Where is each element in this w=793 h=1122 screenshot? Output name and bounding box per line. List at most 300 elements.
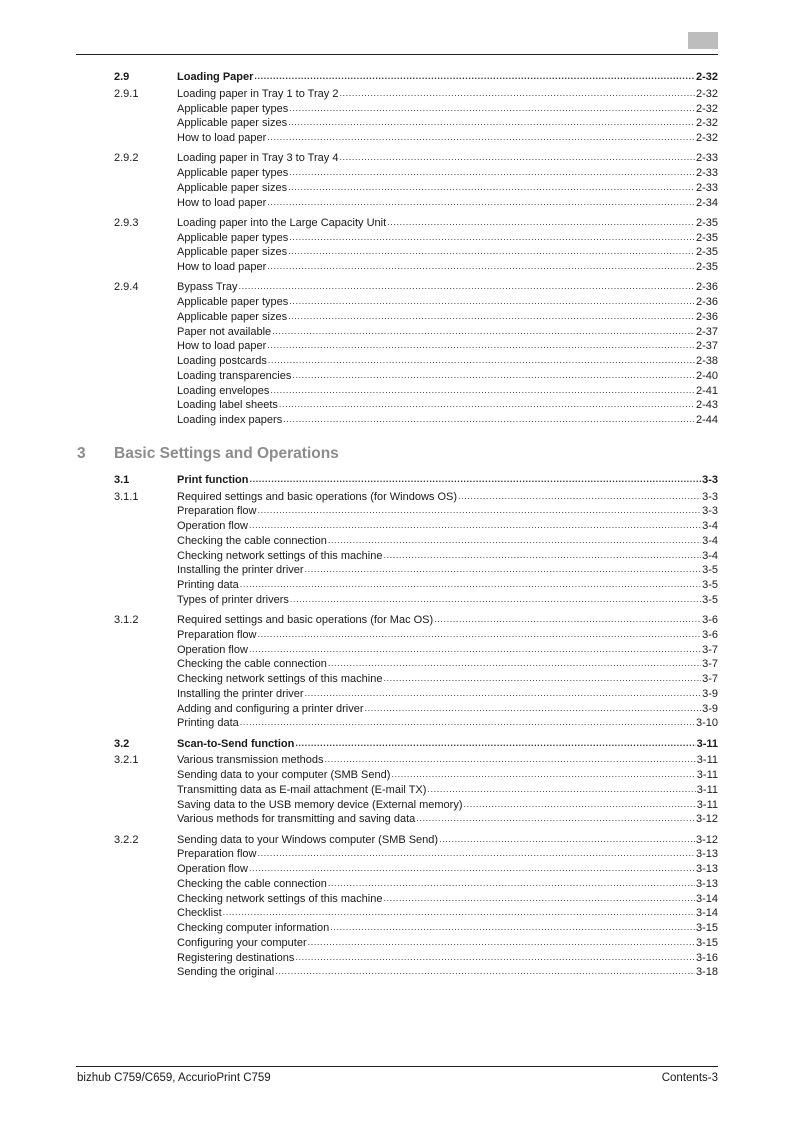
toc-section-row[interactable] [0,473,793,488]
toc-entry[interactable] [177,657,718,672]
dot-leader [266,131,695,146]
toc-entry[interactable] [177,833,718,848]
dot-leader [382,672,701,687]
dot-leader [248,643,701,658]
dot-leader [289,593,701,608]
toc-entry-title: Loading envelopes [177,384,270,397]
toc-entry-page: 3-9 [702,687,718,700]
dot-leader [287,310,695,325]
toc-entry-row[interactable] [0,260,793,275]
toc-entry-title: Scan-to-Send function [177,737,295,750]
dot-leader [329,921,695,936]
toc-entry[interactable] [177,965,718,980]
toc-entry-row[interactable] [0,369,793,384]
toc-entry[interactable] [177,549,718,564]
toc-entry-title: Loading paper into the Large Capacity Unit [177,216,387,229]
toc-entry-title: Printing data [177,717,239,730]
toc-entry-title: Checking the cable connection [177,534,327,547]
toc-entry-title: Loading paper in Tray 3 to Tray 4 [177,152,339,165]
dot-leader [382,549,701,564]
chapter-number: 3 [77,444,86,462]
toc-entry[interactable] [177,892,718,907]
toc-entry-row[interactable] [0,151,793,166]
toc-entry-row[interactable] [0,131,793,146]
dot-leader [327,877,695,892]
toc-entry-row[interactable] [0,504,793,519]
toc-entry-title: Applicable paper sizes [177,181,288,194]
toc-entry-row[interactable] [0,716,793,731]
dot-leader [294,737,695,752]
toc-entry-page: 2-33 [695,152,718,165]
toc-entry-title: Transmitting data as E-mail attachment (E-mail TX) [177,783,427,796]
toc-entry-page: 2-37 [695,325,718,338]
toc-entry[interactable] [177,716,718,731]
toc-subsection [0,216,793,275]
toc-section-row[interactable] [0,70,793,85]
dot-leader [463,798,696,813]
dot-leader [327,657,701,672]
dot-leader [248,862,695,877]
toc-entry-row[interactable] [0,753,793,768]
toc-entry[interactable] [177,231,718,246]
toc-entry-page: 2-33 [695,167,718,179]
dot-leader [438,833,695,848]
toc-entry-row[interactable] [0,892,793,907]
toc-entry-number: 2.9.2 [114,152,139,165]
toc-entry[interactable] [177,280,718,295]
toc-entry-row[interactable] [0,783,793,798]
toc-entry-row[interactable] [0,921,793,936]
toc-entry-title: Printing data [177,579,239,591]
dot-leader [266,260,695,275]
toc-entry-number: 3.1.2 [114,614,139,626]
toc-entry-row[interactable] [0,687,793,702]
toc-entry-page: 3-5 [702,593,718,606]
toc-entry-title: Loading index papers [177,414,283,426]
toc-entry-title: Installing the printer driver [177,564,304,577]
toc-section [0,473,793,488]
toc-entry[interactable] [177,413,718,428]
toc-entry-page: 3-4 [702,520,718,532]
dot-leader [239,716,695,731]
dot-leader [238,280,695,295]
toc-entry[interactable] [177,534,718,549]
dot-leader [278,398,695,413]
toc-entry[interactable] [177,339,718,354]
toc-entry-title: Loading paper in Tray 1 to Tray 2 [177,87,339,100]
toc-subsection [0,280,793,428]
toc-entry-title: Applicable paper types [177,231,289,244]
toc-entry-title: Sending data to your computer (SMB Send) [177,769,391,781]
toc-entry-page: 2-35 [695,231,718,244]
dot-leader [239,578,701,593]
table-of-contents [0,70,793,986]
toc-entry-page: 3-14 [695,907,718,920]
dot-leader [266,339,695,354]
toc-entry-page: 3-4 [702,534,718,547]
toc-entry-page: 3-15 [695,936,718,949]
toc-entry-row[interactable] [0,490,793,505]
toc-entry-page: 3-9 [702,702,718,715]
toc-entry-page: 3-12 [695,813,718,826]
toc-entry-row[interactable] [0,534,793,549]
toc-subsection [0,151,793,210]
toc-subsection [0,613,793,731]
toc-entry-row[interactable] [0,280,793,295]
toc-entry-title: Required settings and basic operations (for Mac OS) [177,614,434,626]
dot-leader [287,116,695,131]
toc-entry[interactable] [177,672,718,687]
toc-entry[interactable] [177,369,718,384]
toc-entry-title: Registering destinations [177,951,295,964]
toc-entry-page: 3-7 [702,673,718,685]
toc-entry-title: How to load paper [177,196,267,209]
toc-entry-page: 3-6 [702,628,718,641]
toc-entry[interactable] [177,325,718,340]
toc-entry-title: Operation flow [177,643,248,656]
toc-entry-row[interactable] [0,936,793,951]
dot-leader [324,753,696,768]
toc-entry-row[interactable] [0,245,793,260]
toc-entry[interactable] [177,70,718,85]
toc-subsection [0,833,793,981]
toc-entry-row[interactable] [0,877,793,892]
toc-entry-title: How to load paper [177,132,267,144]
toc-entry[interactable] [177,196,718,211]
toc-entry-number: 2.9.1 [114,87,139,100]
toc-entry-row[interactable] [0,643,793,658]
dot-leader [386,216,695,231]
dot-leader [457,490,701,505]
toc-entry[interactable] [177,490,718,505]
dot-leader [266,196,695,211]
toc-subsection [0,490,793,608]
dot-leader [222,906,695,921]
toc-entry-title: Preparation flow [177,628,257,641]
toc-entry[interactable] [177,181,718,196]
toc-entry-title: Checking the cable connection [177,877,327,890]
toc-entry-row[interactable] [0,339,793,354]
dot-leader [257,628,702,643]
toc-entry-row[interactable] [0,628,793,643]
toc-entry[interactable] [177,166,718,181]
dot-leader [257,847,695,862]
toc-entry-number: 3.1 [114,473,130,486]
toc-entry-row[interactable] [0,593,793,608]
toc-entry-page: 2-32 [695,102,718,115]
dot-leader [288,166,695,181]
dot-leader [307,936,695,951]
toc-entry[interactable] [177,783,718,798]
toc-entry-page: 3-11 [696,783,718,796]
toc-entry-title: Adding and configuring a printer driver [177,702,364,715]
dot-leader [282,413,695,428]
toc-entry[interactable] [177,116,718,131]
toc-subsection [0,753,793,827]
toc-entry-page: 2-37 [695,340,718,353]
toc-entry-page: 3-13 [695,863,718,875]
toc-entry-page: 2-32 [695,117,718,130]
toc-entry-row[interactable] [0,102,793,117]
toc-entry-page: 3-3 [702,473,718,486]
toc-entry-row[interactable] [0,166,793,181]
toc-entry[interactable] [177,906,718,921]
toc-entry[interactable] [177,593,718,608]
toc-entry-row[interactable] [0,413,793,428]
toc-entry-row[interactable] [0,578,793,593]
toc-entry-title: Applicable paper types [177,167,289,179]
toc-entry-row[interactable] [0,87,793,102]
toc-entry-title: Applicable paper types [177,296,289,308]
toc-entry-page: 3-14 [695,892,718,905]
toc-entry[interactable] [177,702,718,717]
toc-section [0,737,793,752]
toc-entry-title: Checking the cable connection [177,658,327,671]
toc-entry-page: 3-10 [695,717,718,730]
toc-entry-page: 3-12 [695,833,718,846]
toc-entry-row[interactable] [0,563,793,578]
dot-leader [253,70,695,85]
toc-entry-page: 2-36 [695,310,718,323]
toc-entry-page: 2-35 [695,246,718,259]
toc-entry[interactable] [177,936,718,951]
toc-subsection [0,87,793,146]
toc-entry-page: 3-7 [702,643,718,656]
toc-entry-page: 2-33 [695,181,718,194]
toc-entry-title: Applicable paper types [177,102,289,115]
dot-leader [415,812,695,827]
toc-entry-page: 3-16 [695,951,718,964]
toc-entry-row[interactable] [0,965,793,980]
toc-entry-page: 2-32 [695,132,718,144]
toc-entry-row[interactable] [0,847,793,862]
dot-leader [327,534,701,549]
toc-entry-row[interactable] [0,116,793,131]
toc-entry-row[interactable] [0,181,793,196]
toc-entry-number: 3.1.1 [114,490,139,503]
toc-entry[interactable] [177,310,718,325]
toc-entry-title: Preparation flow [177,848,257,861]
toc-entry[interactable] [177,216,718,231]
toc-entry-page: 3-15 [695,922,718,934]
toc-entry-title: Checking computer information [177,922,330,934]
dot-leader [304,687,702,702]
toc-entry-title: How to load paper [177,340,267,353]
toc-entry-page: 3-11 [696,754,718,767]
dot-leader [267,354,695,369]
toc-entry-title: Checking network settings of this machine [177,673,383,685]
dot-leader [382,892,695,907]
toc-entry[interactable] [177,102,718,117]
dot-leader [390,768,695,783]
toc-entry-row[interactable] [0,951,793,966]
toc-entry-title: Paper not available [177,325,272,338]
toc-entry[interactable] [177,862,718,877]
toc-entry-number: 3.2 [114,737,130,750]
toc-entry-row[interactable] [0,768,793,783]
toc-entry-title: Sending the original [177,966,275,979]
toc-entry[interactable] [177,131,718,146]
toc-entry[interactable] [177,628,718,643]
toc-entry-row[interactable] [0,798,793,813]
toc-entry-page: 2-34 [695,196,718,209]
toc-entry-row[interactable] [0,231,793,246]
toc-entry-title: Various transmission methods [177,754,324,767]
toc-section-row[interactable] [0,737,793,752]
footer-product: bizhub C759/C659, AccurioPrint C759 [77,1072,271,1084]
toc-entry-page: 2-36 [695,296,718,308]
chapter-title[interactable]: Basic Settings and Operations [114,444,339,462]
toc-entry[interactable] [177,504,718,519]
toc-entry-title: Bypass Tray [177,281,238,294]
toc-entry-row[interactable] [0,906,793,921]
toc-entry-row[interactable] [0,613,793,628]
toc-entry-row[interactable] [0,862,793,877]
toc-entry[interactable] [177,737,718,752]
toc-entry-title: Operation flow [177,863,248,875]
toc-entry[interactable] [177,519,718,534]
toc-entry-page: 2-44 [695,414,718,426]
toc-entry-title: Saving data to the USB memory device (External memory) [177,798,463,811]
toc-entry-title: Applicable paper sizes [177,246,288,259]
toc-entry-row[interactable] [0,398,793,413]
toc-entry-title: How to load paper [177,261,267,273]
toc-entry-page: 3-13 [695,877,718,890]
toc-entry-page: 3-3 [702,505,718,518]
toc-entry-row[interactable] [0,702,793,717]
dot-leader [426,783,695,798]
toc-entry[interactable] [177,245,718,260]
toc-entry-page: 2-41 [695,384,718,397]
toc-entry-row[interactable] [0,354,793,369]
toc-entry-row[interactable] [0,216,793,231]
toc-entry-row[interactable] [0,657,793,672]
toc-entry-page: 3-5 [702,564,718,577]
toc-entry-title: Preparation flow [177,505,257,518]
toc-entry[interactable] [177,260,718,275]
dot-leader [288,231,695,246]
toc-entry[interactable] [177,578,718,593]
toc-entry-row[interactable] [0,549,793,564]
toc-section [0,70,793,85]
toc-entry-title: Print function [177,473,249,486]
toc-entry-title: Applicable paper sizes [177,310,288,323]
toc-entry-page: 3-7 [702,658,718,671]
toc-entry-page: 3-3 [702,490,718,503]
toc-entry-number: 2.9.4 [114,281,139,294]
toc-entry[interactable] [177,687,718,702]
toc-entry[interactable] [177,768,718,783]
toc-entry-page: 3-11 [696,737,718,750]
toc-entry[interactable] [177,951,718,966]
header-rule [76,54,718,55]
toc-entry-title: Required settings and basic operations (for Windows OS) [177,490,458,503]
dot-leader [338,87,695,102]
toc-entry-row[interactable] [0,519,793,534]
dot-leader [249,473,702,488]
toc-entry[interactable] [177,87,718,102]
toc-entry-title: Applicable paper sizes [177,117,288,130]
dot-leader [287,245,695,260]
toc-entry-number: 3.2.1 [114,754,139,767]
toc-entry-title: Installing the printer driver [177,687,304,700]
page-corner-tab [688,32,718,49]
toc-entry[interactable] [177,921,718,936]
footer-rule [76,1066,718,1067]
toc-entry-row[interactable] [0,310,793,325]
toc-entry-row[interactable] [0,325,793,340]
toc-entry-title: Loading transparencies [177,369,292,382]
dot-leader [338,151,695,166]
toc-entry-title: Loading postcards [177,355,267,367]
dot-leader [288,102,695,117]
dot-leader [433,613,701,628]
toc-entry-title: Operation flow [177,520,248,532]
toc-entry[interactable] [177,812,718,827]
toc-entry-row[interactable] [0,295,793,310]
toc-entry-title: Loading Paper [177,71,254,83]
dot-leader [294,951,695,966]
toc-entry-title: Loading label sheets [177,399,278,412]
toc-entry-page: 2-36 [695,281,718,294]
dot-leader [271,325,695,340]
toc-entry-row[interactable] [0,196,793,211]
toc-entry-page: 2-32 [695,87,718,100]
toc-entry-page: 3-5 [702,579,718,591]
toc-entry-page: 2-43 [695,399,718,412]
toc-entry[interactable] [177,398,718,413]
toc-entry[interactable] [177,613,718,628]
toc-entry[interactable] [177,473,718,488]
toc-entry-page: 2-32 [695,71,718,83]
toc-entry-page: 3-11 [696,769,718,781]
toc-entry[interactable] [177,877,718,892]
dot-leader [288,295,695,310]
dot-leader [248,519,701,534]
toc-entry[interactable] [177,295,718,310]
toc-entry-row[interactable] [0,833,793,848]
dot-leader [304,563,702,578]
toc-entry-number: 2.9 [114,71,130,83]
toc-entry-number: 2.9.3 [114,216,139,229]
toc-entry[interactable] [177,847,718,862]
toc-entry-title: Various methods for transmitting and saving data [177,813,416,826]
toc-entry-page: 3-6 [702,614,718,626]
toc-entry[interactable] [177,354,718,369]
chapter-heading [0,441,793,467]
toc-entry-page: 2-35 [695,216,718,229]
toc-entry[interactable] [177,798,718,813]
toc-entry-title: Sending data to your Windows computer (SMB Send) [177,833,439,846]
dot-leader [274,965,695,980]
toc-entry-page: 3-4 [702,549,718,562]
toc-entry[interactable] [177,643,718,658]
toc-entry-row[interactable] [0,812,793,827]
toc-entry-row[interactable] [0,384,793,399]
toc-entry[interactable] [177,384,718,399]
toc-entry-page: 3-18 [695,966,718,979]
toc-entry-page: 3-11 [696,798,718,811]
toc-entry-title: Types of printer drivers [177,593,289,606]
toc-entry[interactable] [177,753,718,768]
toc-entry[interactable] [177,563,718,578]
toc-entry[interactable] [177,151,718,166]
dot-leader [257,504,702,519]
footer-page-label: Contents-3 [661,1072,718,1084]
dot-leader [291,369,695,384]
toc-entry-row[interactable] [0,672,793,687]
toc-entry-page: 2-35 [695,261,718,273]
